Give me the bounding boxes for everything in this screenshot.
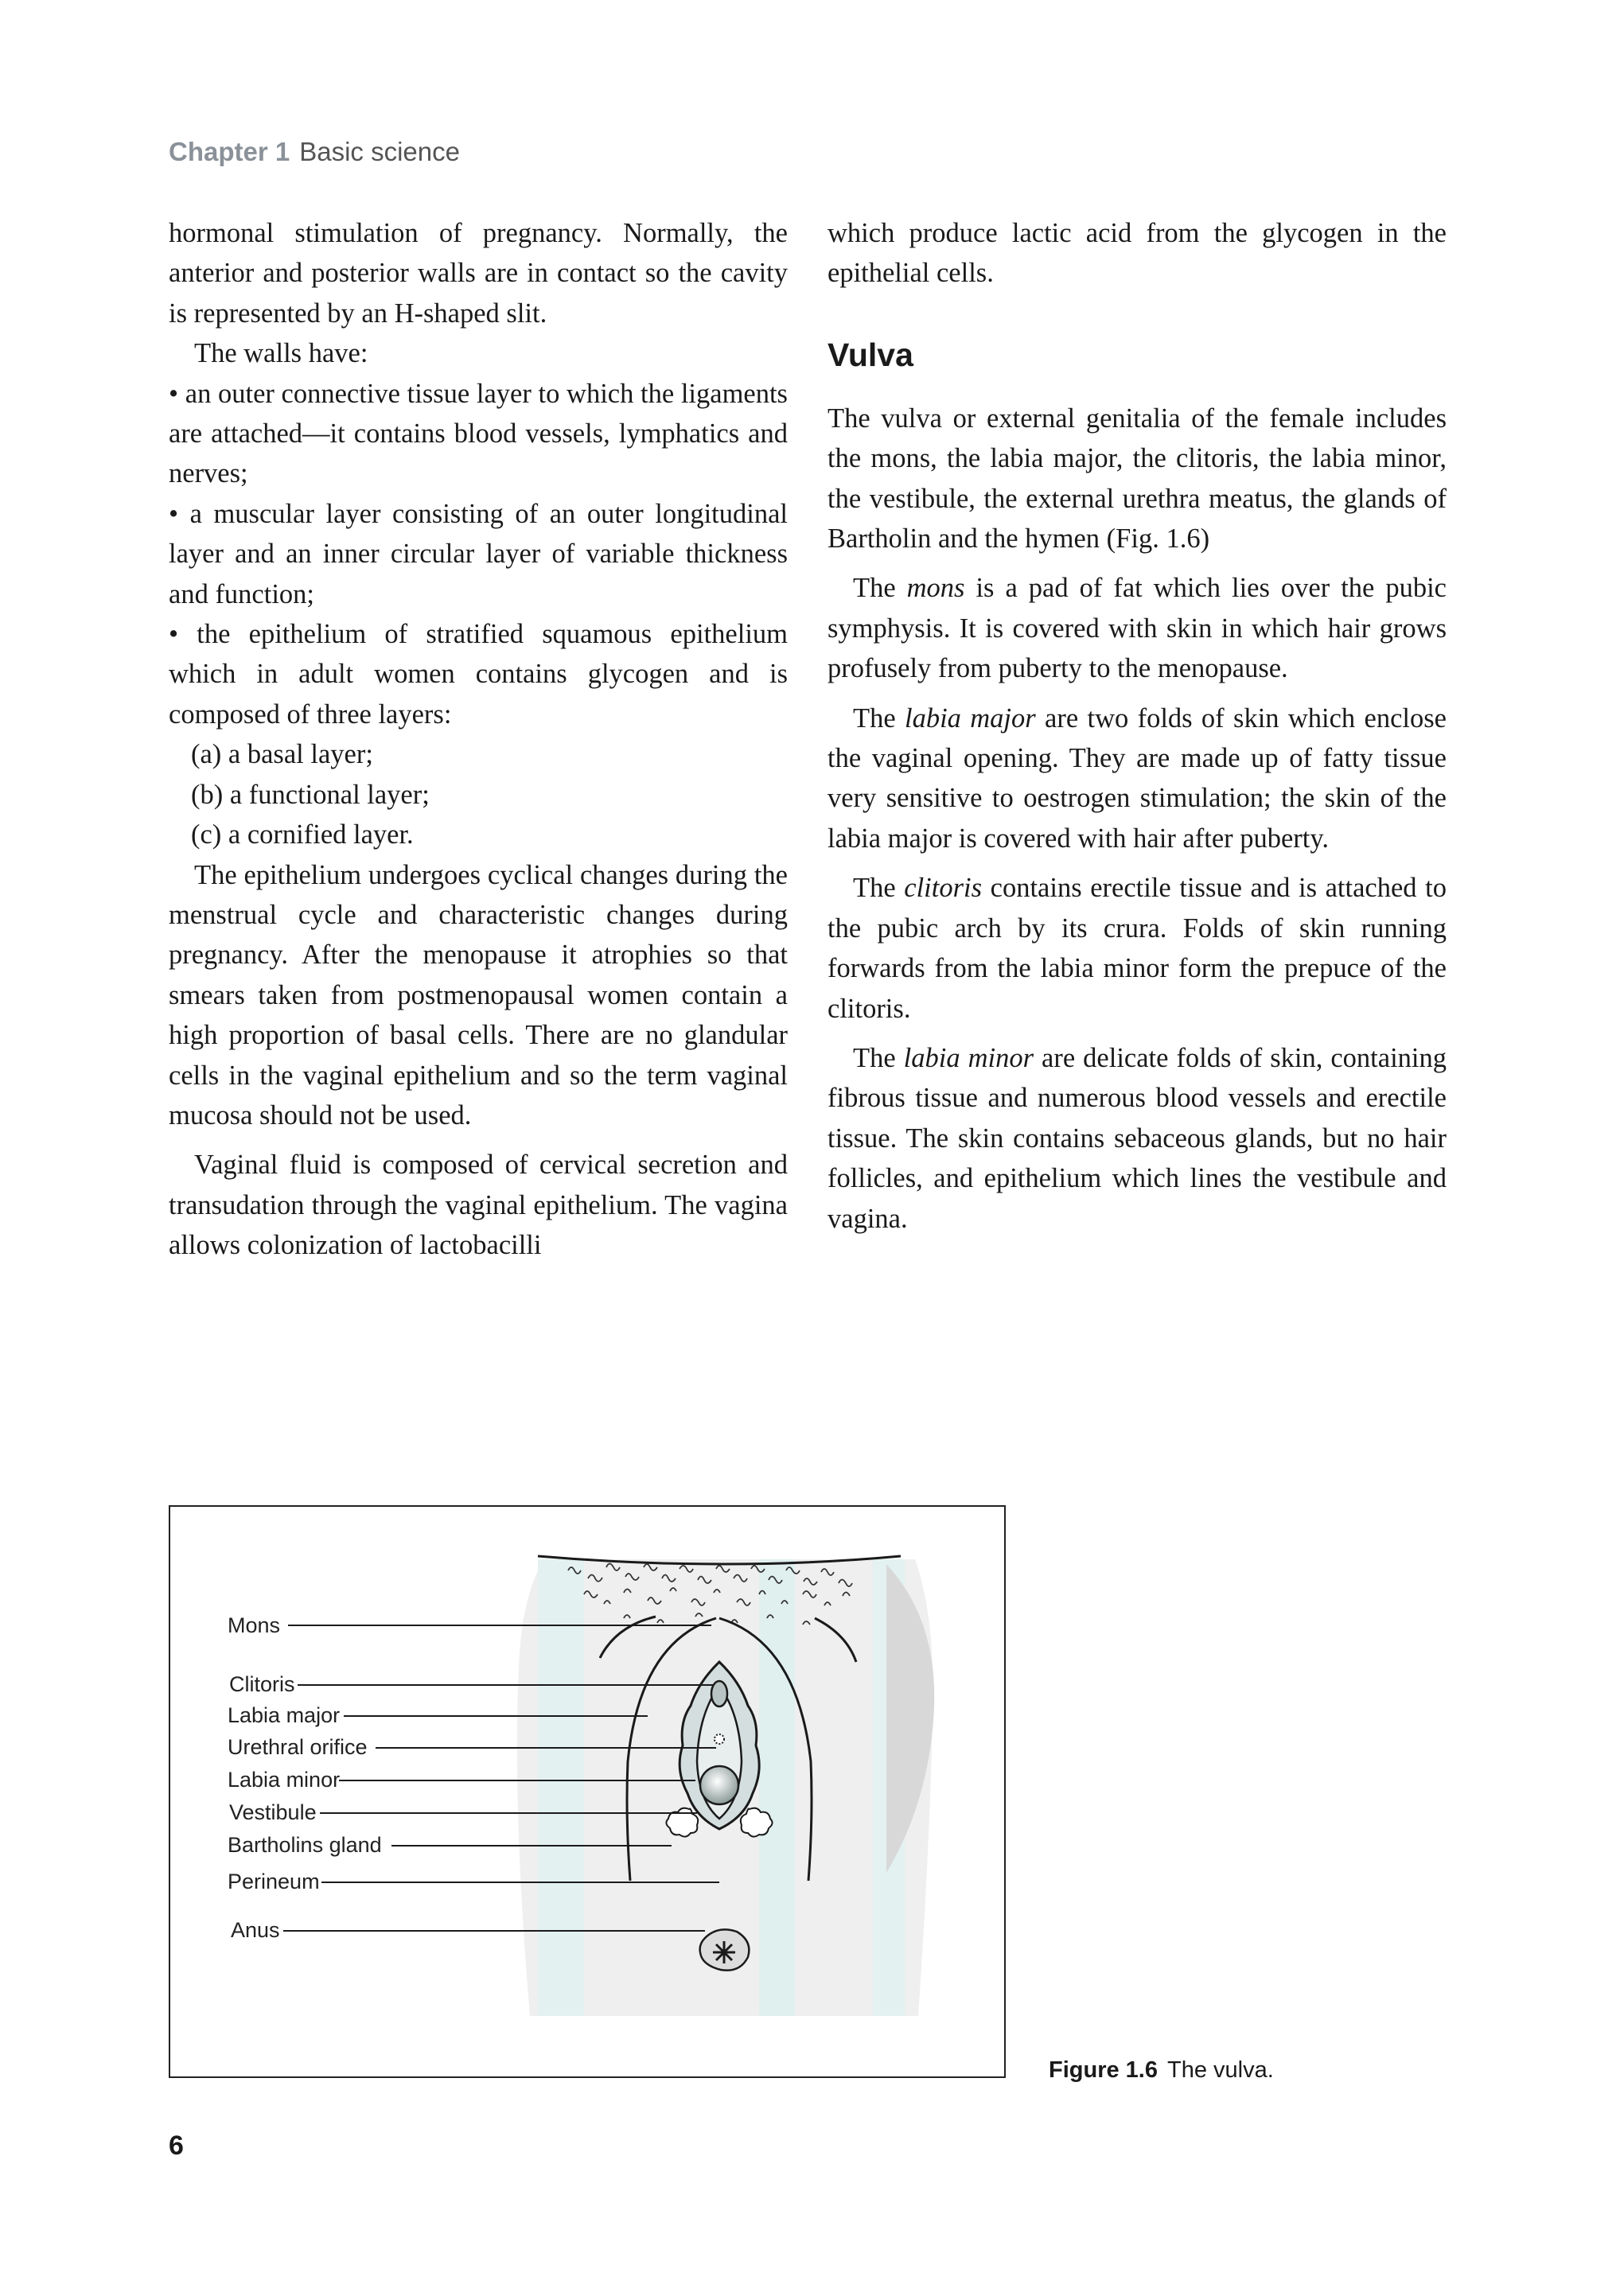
bullet-item: • the epithelium of stratified squamous epithelium which in adult women contains glycogen and is composed of three layers: <box>169 619 788 730</box>
label-vestibule: Vestibule <box>229 1800 317 1824</box>
paragraph-vaginal-fluid: Vaginal fluid is composed of cervical secretion and transudation through the vaginal epithelium. The vagina allows colonization of lactobacilli <box>169 1150 788 1261</box>
bullet-item: • a muscular layer consisting of an outer longitudinal layer and an inner circular layer of variable thickness and function; <box>169 498 788 609</box>
paragraph-clitoris: The clitoris contains erectile tissue and is attached to the pubic arch by its crura. Folds of skin running forwards from the labia minor form the prepuce of the clitoris. <box>828 873 1447 1024</box>
label-mons: Mons <box>228 1613 281 1637</box>
label-labia-minor: Labia minor <box>228 1768 341 1792</box>
term-labia-major: labia major <box>904 702 1036 734</box>
layer-item: (c) a cornified layer. <box>191 819 414 850</box>
walls-intro: The walls have: <box>194 338 368 369</box>
term-clitoris: clitoris <box>904 873 983 904</box>
section-label: Basic science <box>299 137 460 166</box>
paragraph-continuation: which produce lactic acid from the glycogen in the epithelial cells. <box>828 218 1447 289</box>
paragraph-epithelium: The epithelium undergoes cyclical changes during the menstrual cycle and characteristic changes during pregnancy. After the menopause it atrophies so that smears taken from postmenopausal women contain a high proportion of basal cells. There are no glandular cells in the vaginal epithelium and so the term vaginal mucosa should not be used. <box>169 859 788 1130</box>
chapter-label: Chapter 1 <box>169 137 290 166</box>
label-anus: Anus <box>231 1918 280 1942</box>
section-heading-vulva: Vulva <box>828 336 913 373</box>
figure-caption <box>1049 2057 1274 2084</box>
running-head <box>169 137 460 167</box>
page-number: 6 <box>169 2131 184 2161</box>
right-column <box>828 213 1447 1239</box>
paragraph-labia-major: The labia major are two folds of skin which enclose the vaginal opening. They are made up of fatty tissue very sensitive to oestrogen stimulation; the skin of the labia major is covered with hair after puberty. <box>828 702 1447 854</box>
anus-star-icon <box>713 1941 735 1963</box>
paragraph-vulva-intro: The vulva or external genitalia of the female includes the mons, the labia major, the clitoris, the labia minor, the vestibule, the external urethra meatus, the glands of Bartholin and the hymen (Fig. 1.6) <box>828 403 1447 555</box>
figure-caption-text: The vulva. <box>1167 2057 1274 2083</box>
paragraph-mons: The mons is a pad of fat which lies over the pubic symphysis. It is covered with skin in which hair grows profusely from puberty to the menopause. <box>828 573 1447 684</box>
term-mons: mons <box>906 573 965 604</box>
label-labia-major: Labia major <box>228 1703 341 1727</box>
term-labia-minor: labia minor <box>903 1042 1034 1073</box>
bullet-item: • an outer connective tissue layer to which the ligaments are attached—it contains blood vessels, lymphatics and nerves; <box>169 378 788 489</box>
vaginal-opening-shape <box>700 1766 738 1804</box>
vulva-illustration <box>170 1507 1007 2080</box>
left-column <box>169 213 788 1266</box>
figure-number: Figure 1.6 <box>1049 2057 1158 2083</box>
label-clitoris: Clitoris <box>229 1672 295 1696</box>
label-perineum: Perineum <box>228 1870 320 1893</box>
paragraph-labia-minor: The labia minor are delicate folds of skin, containing fibrous tissue and numerous blood vessels and erectile tissue. The skin contains sebaceous glands, but no hair follicles, and epithelium which lines the vestibule and vagina. <box>828 1042 1447 1234</box>
figure-vulva <box>169 1505 1006 2078</box>
clitoris-shape <box>711 1681 727 1706</box>
label-urethral-orifice: Urethral orifice <box>228 1735 368 1759</box>
layer-item: (a) a basal layer; <box>191 739 373 770</box>
paragraph-continuation: hormonal stimulation of pregnancy. Normally, the anterior and posterior walls are in contact so the cavity is represented by an H-shaped slit. <box>169 218 788 329</box>
layer-item: (b) a functional layer; <box>191 779 430 810</box>
label-bartholins-gland: Bartholins gland <box>228 1833 382 1857</box>
urethral-orifice-shape <box>715 1734 724 1744</box>
